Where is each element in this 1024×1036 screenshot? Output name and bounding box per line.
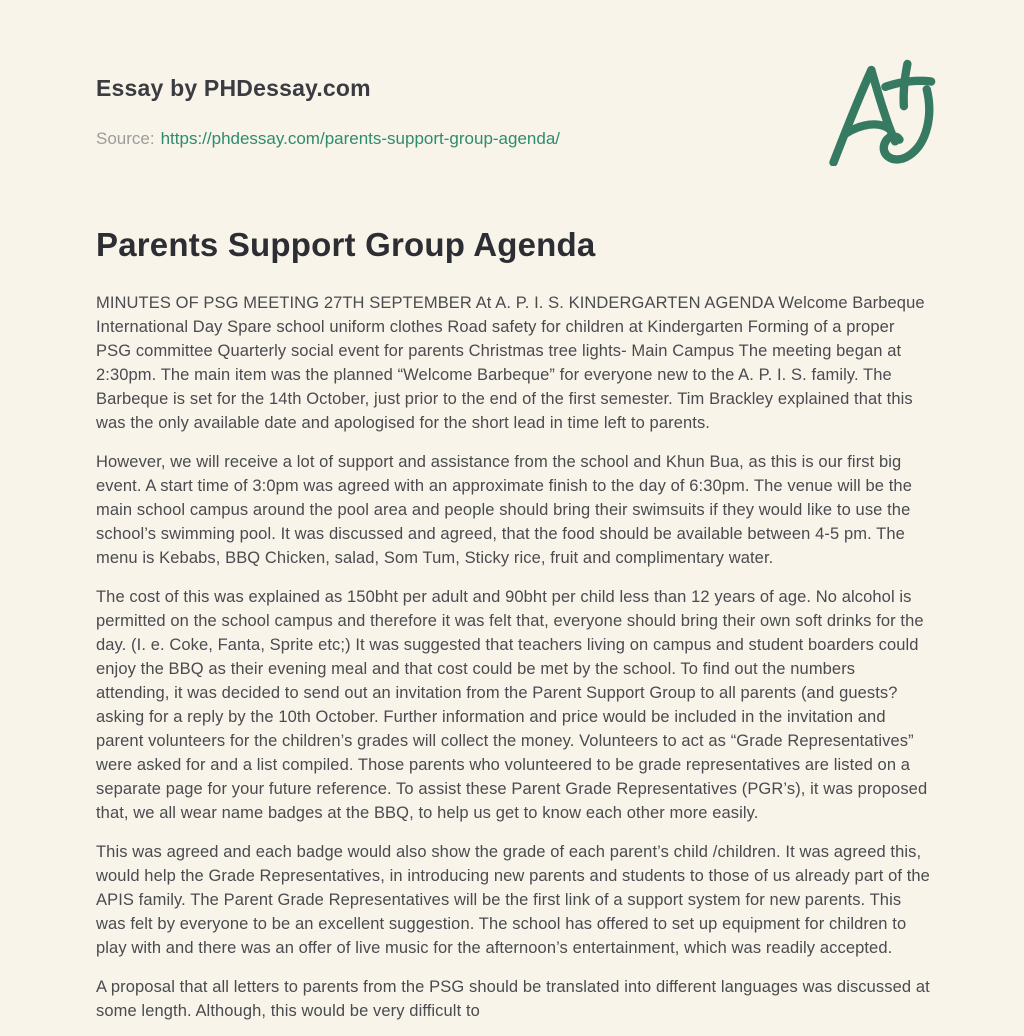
essay-paragraph-4: This was agreed and each badge would also show the grade of each parent’s child /children. It was agreed this, would help the Grade Representatives, in introducing new parents and students to those of us already part of the APIS family. The Parent Grade Representatives will be the first link of a support system for new parents. This was felt by everyone to be an excellent suggestion. The school has offered to set up equipment for children to play with and there was an offer of live music for the afternoon’s entertainment, which was readily accepted.	[96, 843, 930, 957]
essay-paragraph-1: MINUTES OF PSG MEETING 27TH SEPTEMBER At A. P. I. S. KINDERGARTEN AGENDA Welcome Barbeque International Day Spare school uniform clothes Road safety for children at Kindergarten Forming of a proper PSG committee Quarterly social event for parents Christmas tree lights- Main Campus The meeting began at 2:30pm. The main item was the planned “Welcome Barbeque” for everyone new to the A. P. I. S. family. The Barbeque is set for the 14th October, just prior to the end of the first semester. Tim Brackley explained that this was the only available date and apologised for the short lead in time left to parents.	[96, 294, 925, 432]
essay-paragraph-3: The cost of this was explained as 150bht per adult and 90bht per child less than 12 years of age. No alcohol is permitted on the school campus and therefore it was felt that, everyone should bring their own soft drinks for the day. (I. e. Coke, Fanta, Sprite etc;) It was suggested that teachers living on campus and student boarders could enjoy the BBQ as their evening meal and that cost could be met by the school. To find out the numbers attending, it was decided to send out an invitation from the Parent Support Group to all parents (and guests? asking for a reply by the 10th October. Further information and price would be included in the invitation and parent volunteers for the children’s grades will collect the money. Volunteers to act as “Grade Representatives” were asked for and a list compiled. Those parents who volunteered to be grade representatives are listed on a separate page for your future reference. To assist these Parent Grade Representatives (PGR’s), it was proposed that, we all wear name badges at the BBQ, to help us get to know each other more easily.	[96, 588, 928, 822]
essay-body	[96, 291, 930, 1023]
page-title: Parents Support Group Agenda	[96, 226, 596, 263]
source-link[interactable]: https://phdessay.com/parents-support-group-agenda/	[160, 129, 561, 148]
a-plus-logo-icon	[822, 56, 940, 166]
source-label: Source:	[96, 129, 155, 148]
essay-byline: Essay by PHDessay.com	[96, 75, 371, 101]
essay-paragraph-2: However, we will receive a lot of support and assistance from the school and Khun Bua, as this is our first big event. A start time of 3:0pm was agreed with an approximate finish to the day of 6:30pm. The venue will be the main school campus around the pool area and people should bring their swimsuits if they would like to use the school’s swimming pool. It was discussed and agreed, that the food should be available between 4-5 pm. The menu is Kebabs, BBQ Chicken, salad, Som Tum, Sticky rice, fruit and complimentary water.	[96, 453, 912, 567]
source-line	[96, 129, 930, 149]
essay-paragraph-5: A proposal that all letters to parents from the PSG should be translated into different languages was discussed at some length. Although, this would be very difficult to	[96, 978, 930, 1020]
